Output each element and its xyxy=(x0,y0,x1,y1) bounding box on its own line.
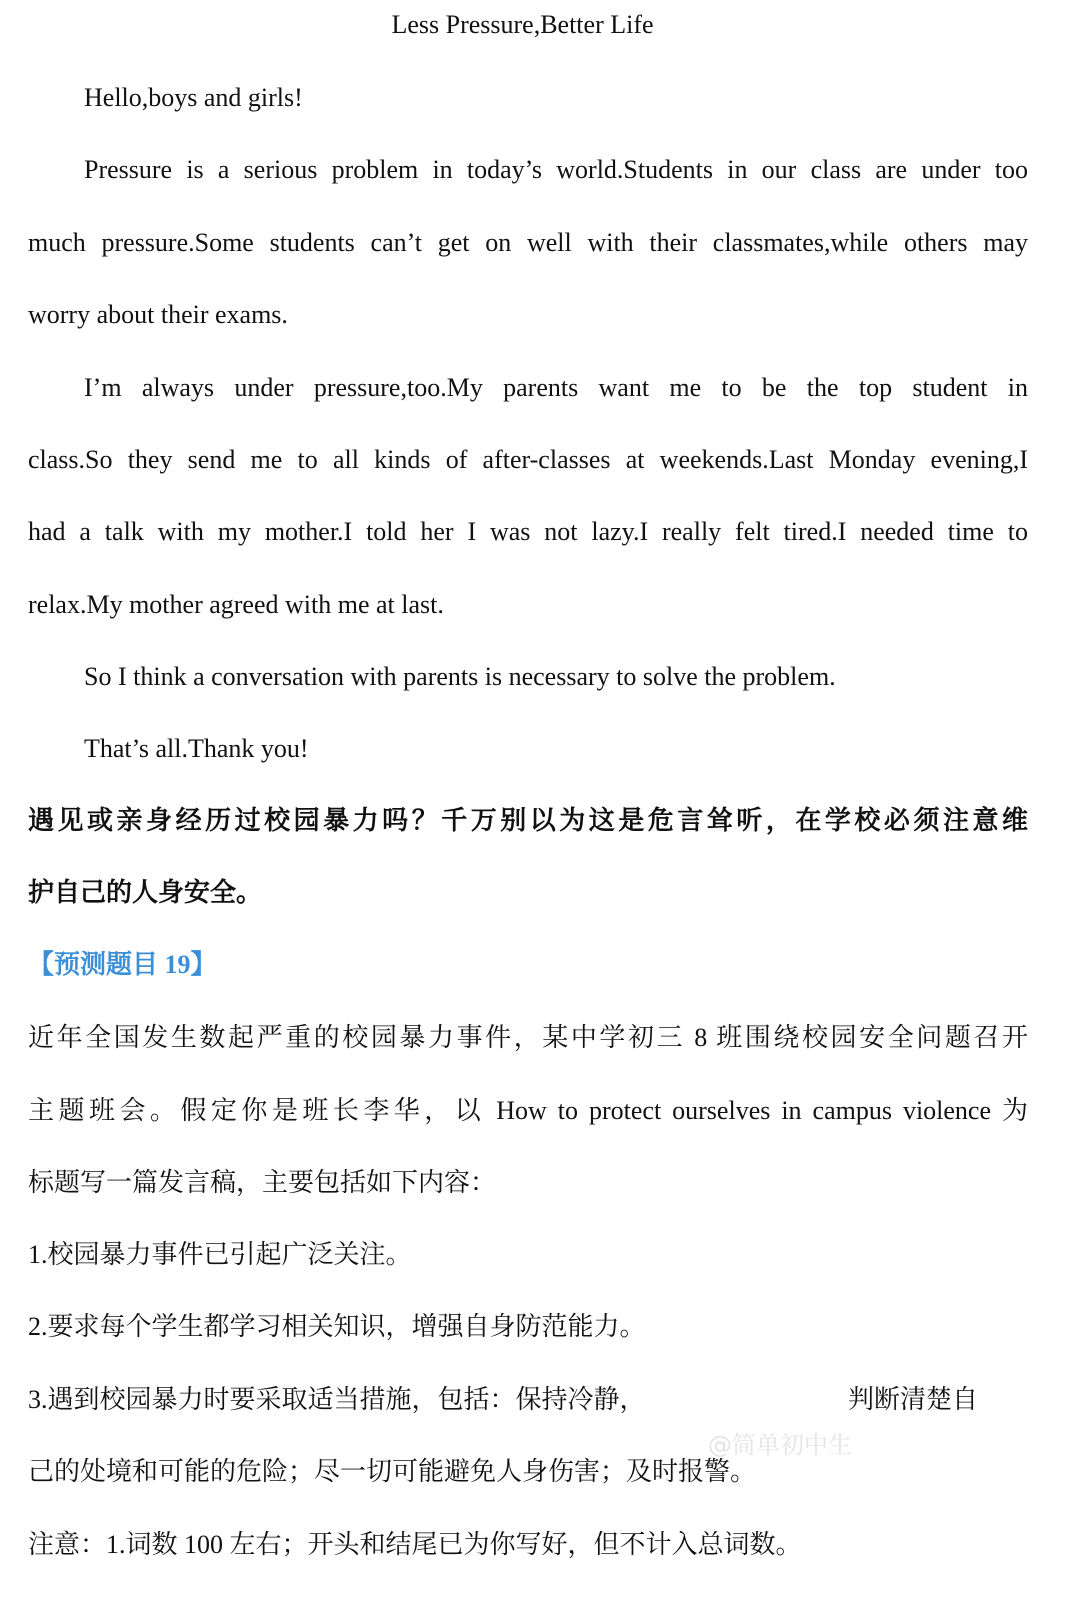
notice-line-1: 遇见或亲身经历过校园暴力吗？千万别以为这是危言耸听，在学校必须注意维 xyxy=(28,806,1028,836)
task-point-3-line-1: 3.遇到校园暴力时要采取适当措施，包括：保持冷静， xyxy=(28,1385,646,1414)
essay-paragraph-1-line-1: Pressure is a serious problem in today’s world.Students in our class are under too xyxy=(84,155,1028,184)
task-point-2: 2.要求每个学生都学习相关知识，增强自身防范能力。 xyxy=(28,1312,646,1341)
essay-paragraph-2-line-3: had a talk with my mother.I told her I was not lazy.I really felt tired.I needed time to xyxy=(28,517,1028,546)
task-point-3-line-2: 己的处境和可能的危险；尽一切可能避免人身伤害；及时报警。 xyxy=(28,1457,757,1486)
task-point-1: 1.校园暴力事件已引起广泛关注。 xyxy=(28,1240,412,1269)
task-line-2: 主题班会。假定你是班长李华，以 How to protect ourselves in campus violence 为 xyxy=(28,1096,1028,1125)
essay-paragraph-3: So I think a conversation with parents is necessary to solve the problem. xyxy=(84,662,836,691)
essay-greeting: Hello,boys and girls! xyxy=(84,83,303,112)
essay-paragraph-2-line-2: class.So they send me to all kinds of after-classes at weekends.Last Monday evening,I xyxy=(28,445,1028,474)
essay-paragraph-2-line-4: relax.My mother agreed with me at last. xyxy=(28,590,444,619)
essay-paragraph-1-line-3: worry about their exams. xyxy=(28,300,288,329)
task-line-1: 近年全国发生数起严重的校园暴力事件，某中学初三 8 班围绕校园安全问题召开 xyxy=(28,1023,1028,1052)
task-note: 注意：1.词数 100 左右；开头和结尾已为你写好，但不计入总词数。 xyxy=(28,1530,802,1559)
task-point-3-line-1-end: 判断清楚自 xyxy=(848,1385,979,1414)
task-line-3: 标题写一篇发言稿，主要包括如下内容： xyxy=(28,1168,497,1197)
essay-title: Less Pressure,Better Life xyxy=(391,10,654,39)
essay-paragraph-1-line-2: much pressure.Some students can’t get on well with their classmates,while others may xyxy=(28,228,1028,257)
essay-closing: That’s all.Thank you! xyxy=(84,734,309,763)
prediction-tag: 【预测题目 19】 xyxy=(28,950,217,979)
essay-paragraph-2-line-1: I’m always under pressure,too.My parents want me to be the top student in xyxy=(84,373,1028,402)
watermark: @简单初中生 xyxy=(708,1431,852,1459)
notice-line-2: 护自己的人身安全。 xyxy=(28,878,263,908)
